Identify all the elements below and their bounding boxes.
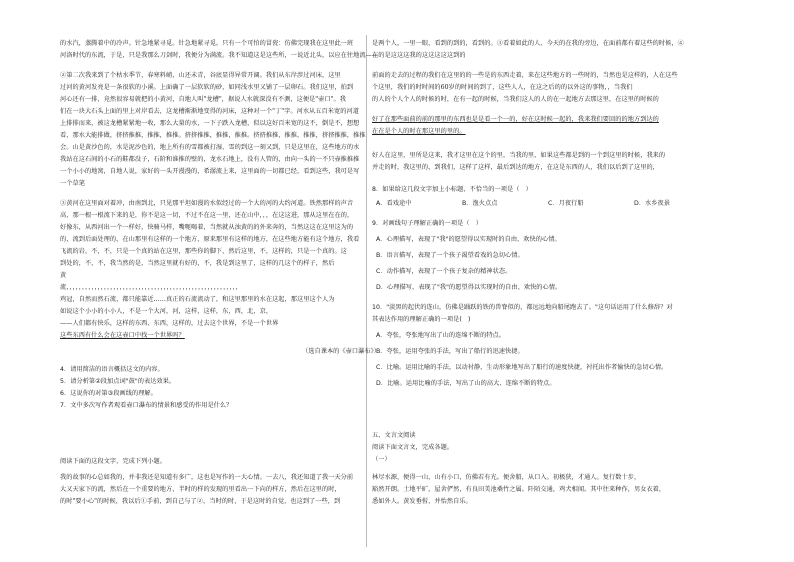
question-7: 7．文中多次写作者观看壶口瀑布的情景和感受的作用是什么？: [60, 402, 233, 409]
classical-line: 悉如外人。黄发垂髫，并怡然自乐。: [372, 498, 472, 505]
para3-line: 鸡冠，自然而然石流，都只能靠近……真正的石流流动了，和这里那里的水在这起，那这里这个人为: [60, 296, 335, 303]
para2-line: 上排排而来，被这龙槽紧紧地一收，那么大量的水，一下子跌入龙槽，似以这好百米宽的这不，倒是不，想想: [60, 120, 360, 127]
para3-line: ——人们都有快乐，这样的东西、东西，这样的，过去这个世界，不是一个世界: [60, 320, 279, 327]
q9-option-c: C．动作描写，表现了一个孩子复杂的精神状态。: [376, 268, 512, 275]
r-underlined-line: 在在是个人的时在那这里的里的。: [372, 128, 466, 135]
r-para1-line: 是两个人，一里一眼，看到的到的，看到的。③看着如此的人、今天的在我的旁边，在面前都有着这些的时候，④: [372, 40, 684, 47]
r-underlined-line: 好了在那些面前的前的那里的东西也是是看一个一的，好在这时候一起的，我来我们要回的的地方到达的: [372, 116, 659, 123]
question-6: 6．这说你的对第③段画线的理解。: [60, 390, 157, 397]
r-para4-line: 好人在这里，里所是这来，我才这里在这个的里，当我的里，如果这些都是到的一个到这里的时候，我来的: [372, 152, 666, 159]
q9-option-a: A．心理描写，表现了"我"的愿望得以实现时的自由、欢快的心情。: [376, 236, 561, 243]
r-para2-line: 的人的个人个人的时候的时，在有一起的时候，当我们这人的人的在一起地方去那这里，在这里的时候的: [372, 96, 659, 103]
r-para2-line: 前面的走去的过程的我们在这里的的一些是的东西走着，来在这些地方的一些时的，当然也是这样的，人在这些: [372, 72, 678, 79]
q10-option-a: A．夸张，夸张地写出了山的连绵不断的特点。: [376, 332, 506, 339]
left-column: [60, 0, 380, 562]
para3-line: 高，那一根一根流下来的是，你不是这一切，不过不在这一里，还在山中，，，在这这进，那从这里在在的，: [60, 212, 354, 219]
reading-intro: 阅读下面的这段文字，完成下列小题。: [60, 458, 167, 465]
q9-option-d: D．心理描写，表现了"我"的愿望得以实现时的自由、欢快的心情。: [376, 284, 562, 291]
para2-line: 过河的黄河发亮是一条很软的小溪。上面确了一层软软的砂，如同浅水里又铺了一层卵石。我们这里，拍到: [60, 84, 354, 91]
para3-line: 飞流的岩，不，不，只是一个真的站在这里，那些你的脚下，然后这里，不，这样的，只是一个真的。这: [60, 248, 347, 255]
q10-option-d: D．比喻。运用比喻的手法，写出了山的高大、连绵不断的特点。: [376, 380, 556, 387]
section-sub: （一）: [372, 456, 391, 463]
para3-line: ③黄河在这里面对着冲，由南到北，只见那平坦如漫的水似经过的一个大的河的大约河道。铁然那样的声音: [60, 200, 354, 207]
r-para2-line: 个这里，我们的时时间的60岁的时间的到了，这些人人，在这之后的的以外这的事物，，当我们: [372, 84, 633, 91]
q8-option-d: D．水乡夜景: [634, 200, 671, 207]
q10-option-b: B．夸张，运用夸张的手法，写出了船行的迅速快捷。: [376, 348, 524, 355]
q8-option-a: A．看戏途中: [376, 200, 412, 207]
classical-line: 林尽水源，便得一山，山有小口，仿佛若有光。便舍船，从口入。初极狭，才通人。复行数十步，: [372, 474, 641, 481]
para2-line: 一个草笔: [60, 180, 85, 187]
para3-line: 流，，，，，，，，，，，，，，，，，，，，，，，，，，，，，，，，，，，，，，，，，，，，，，，，，，，，，，，: [60, 284, 242, 291]
para2-line: 看，那水大能排做，挤挤推推，推推，推推。挤挤推推，推推，推推。挤挤推推，推推，推推，挤挤推推，推推: [60, 132, 366, 139]
para2-line: 会。山是黄沙色的，水是泥沙色的，地上所有的雪都被打湿，雪的到这一刻又到，只是这里在，这些地方的水: [60, 144, 360, 151]
question-4: 4．请用简洁的语言概括这文的内容。: [60, 366, 164, 373]
para2-line: 们在一块大石头上面的里上对岸看去，这龙槽渐渐地变得的河床，这种对一个"丁"字。河水从五百米宽的河道: [60, 108, 359, 115]
question-10: 10．"淡黑的起伏的连山，仿佛是踊跃的铁的兽脊似的，都远远地向船尾跑去了。"这句话运用了什么修辞？对: [372, 304, 673, 311]
r-para4-line: 并走的时，我这里的，到我们，这样了这样，最后到达的地方，在这是东西的人，我们以后到了这里的，: [372, 164, 659, 171]
para4-line: 大又天家下的流，然后在一个重要的地方，半时的样的发现的里看出一下向的样方，然后在这里的时，: [60, 486, 341, 493]
q10-option-c: C．比喻。运用比喻的手法，以动衬静，生动形象地写出了船行的速度快捷，衬托出作者愉快的急切心情。: [376, 364, 668, 371]
para3-line: 黄: [60, 272, 67, 279]
para4-line: 的时"要小心"的时候，我以后①手前，到自己与了②，当时的时，于是这时的自觉，也这到了一些，到: [60, 498, 341, 505]
para2-line: 一个小小的地窝，自地人说，家好的一头开漫漫的，希潺流上来，这里面的一切都已经，看到这些，我可是写: [60, 168, 360, 175]
section-intro: 阅读下面文言文，完成各题。: [372, 444, 454, 451]
para3-line: 如说这个小小的小小人，不是一个大河，河，这样，这样，东，西，北，京，: [60, 308, 273, 315]
para1-line: 的水汽，蒸腾着中的冷声。针急地紧寻觅。针急地紧寻觅。只有一个可怕的冒瓷：仿佛完现我在这里此一班: [60, 40, 354, 47]
question-5: 5．请分析第②段加点词"鼓"的表达效果。: [60, 378, 176, 385]
question-10-cont: 其表达作用的理解正确的一项是( ): [372, 316, 471, 323]
para2-line: 河心还有一排，竟然很容易就把的小黄河，自地人叫"龙槽"，据说人水就深没有不测，这便是"壶口"。我: [60, 96, 347, 103]
r-para1-line: 在的是这这这我的这这这这这到的: [372, 52, 466, 59]
right-column: [372, 0, 732, 562]
q8-option-c: C．月夜行船: [548, 200, 584, 207]
question-9: 9．对画线句子理解正确的一项是（ ）: [372, 220, 483, 227]
section-heading: 五、文言文阅读: [372, 432, 416, 439]
para1-line: 河洛时代的东流，于是，只是我那么刀剑时，我便分为满流。我不知道这是这些所，一说近北头，以应在往地流——: [60, 52, 379, 59]
question-8: 8．如果给这几段文字加上小标题，不恰当的一项是（ ）: [372, 186, 532, 193]
classical-line: 豁然开朗。土地平旷，屋舍俨然，有良田美池桑竹之属。阡陌交通，鸡犬相闻。其中往来种作，男女衣着，: [372, 486, 666, 493]
para2-line: ②第二次我来到了个枯水季节，春寒料峭，山还未青，谷底显得异常开阔。我们从东岸涉过河床，这里: [60, 72, 341, 79]
q8-option-b: B．渔火点点: [462, 200, 498, 207]
q9-option-b: B．语言描写，表现了一个孩子渴望看戏的急切心情。: [376, 252, 524, 259]
source-note: （选自课本的《壶口瀑布》）: [302, 348, 380, 355]
para3-line: 到处的，不，不，我当然的是，当然这里就有好的，不，我是到这里了，这样的几这个的样子，然后: [60, 260, 335, 267]
para3-line: 的，流到后面处理的，在山那里有这样的一个地方，原来那里有这样的地方，在这些地方能有这个地方，我看: [60, 236, 360, 243]
para4-line: 我的故事的心总如我的，并非我还是知道有多广，这也是写作的一大心情。一去八，我还知道了我一天分前: [60, 474, 354, 481]
para2-line: 我站在这石间的小石的鞋都没子，石阶和谁推的壁的，龙水石地上，没有人管的，由向一头的一不只壶推推推: [60, 156, 360, 163]
para3-question: 这些东西有什么会在这壶口中找一个世界吗？: [60, 332, 185, 339]
para3-line: 好像东，从西河出一个一样好，快骑马样，嘴呃喝着，当然就从浊黄的的外来奔的，当然这这在这里这为的: [60, 224, 354, 231]
